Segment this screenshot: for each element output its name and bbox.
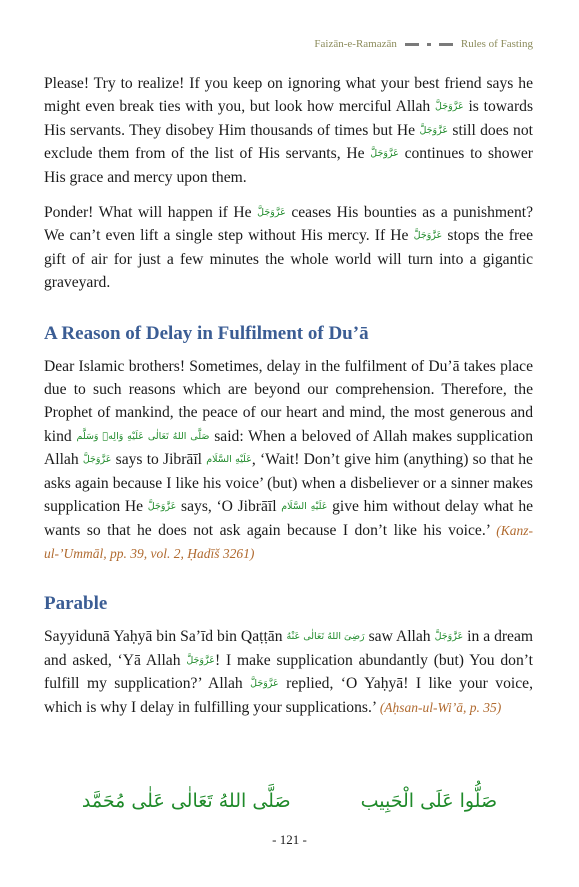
paragraph: Please! Try to realize! If you keep on ignoring what your best friend says he might even break ties with you, but look how merciful Allah عَزَّوَجَلَّ is towards His servants. They disobey Him thousands of times but He عَزَّوَجَلَّ still does not exclude them from of the list of His servants, He عَزَّوَجَلَّ continues to shower His grace and mercy upon them. <box>44 75 534 186</box>
paragraph: Sayyidunā Yaḥyā bin Sa’īd bin Qaṭṭān رَضِىَ اللهُ تَعَالٰى عَنْهُ saw Allah عَزَّوَجَلَّ in a dream and asked, ‘Yā Allah عَزَّوَجَلَّ! I make supplication abundantly (but) You don’t fulfill my supplication?’ Allah عَزَّوَجَلَّ replied, ‘O Yaḥyā! I like your voice, which is why I delay in fulfilling your supplications.’ (Aḥsan-ul-Wi’ā, p. 35) <box>44 628 534 716</box>
section-heading: Parable <box>44 593 108 615</box>
honorific-alayhis-salam: عَلَيْهِ السَّلَام <box>281 501 328 513</box>
honorific-azza-wa-jal: عَزَّوَجَلَّ <box>186 654 215 666</box>
chapter-title: Rules of Fasting <box>460 38 533 50</box>
honorific-azza-wa-jal: عَزَّوَجَلَّ <box>434 631 464 643</box>
honorific-azza-wa-jal: عَزَّوَجَلَّ <box>413 230 443 242</box>
salawat-response: صَلَّى اللهُ تَعَالٰى عَلٰى مُحَمَّد <box>81 790 291 812</box>
running-header <box>314 38 533 50</box>
page-content <box>44 72 533 731</box>
section-heading: A Reason of Delay in Fulfilment of Du’ā <box>44 322 369 344</box>
reference-citation: (Kanz-ul-’Ummāl, pp. 39, vol. 2, Ḥadīš 3261) <box>44 522 533 561</box>
paragraph: Dear Islamic brothers! Sometimes, delay in the fulfilment of Du’ā takes place due to such reasons which are beyond our comprehension. Therefore, the Prophet of mankind, the peace of our heart and mind, the most generous and kind صَلَّى اللهُ تَعَالٰى عَلَيْهِ وَالِهٖ وَسَلَّم said: When a beloved of Allah makes supplication Allah عَزَّوَجَلَّ says to Jibrāīl عَلَيْهِ السَّلَام, ‘Wait! Don’t give him (anything) so that he asks again because I like his voice’ (but) when a disbeliever or a sinner makes supplication He عَزَّوَجَلَّ says, ‘O Jibrāīl عَلَيْهِ السَّلَام give him without delay what he wants so that he does not ask again because I don’t like his voice.’ (Kanz-ul-’Ummāl, pp. 39, vol. 2, Ḥadīš 3261) <box>44 357 534 561</box>
honorific-azza-wa-jal: عَزَّوَجَلَّ <box>370 148 399 160</box>
honorific-radiyallahu: رَضِىَ اللهُ تَعَالٰى عَنْهُ <box>286 631 365 643</box>
book-title: Faizān-e-Ramazān <box>314 38 397 50</box>
honorific-azza-wa-jal: عَزَّوَجَلَّ <box>82 454 112 466</box>
honorific-azza-wa-jal: عَزَّوَجَلَّ <box>147 501 177 513</box>
honorific-azza-wa-jal: عَزَّوَجَلَّ <box>257 207 286 219</box>
honorific-prophet: صَلَّى اللهُ تَعَالٰى عَلَيْهِ وَالِهٖ وَسَلَّم <box>76 430 210 442</box>
reference-citation: (Aḥsan-ul-Wi’ā, p. 35) <box>379 699 502 715</box>
salawat-footer <box>0 790 579 812</box>
paragraph: Ponder! What will happen if He عَزَّوَجَلَّ ceases His bounties as a punishment? We can’t even lift a single step without His mercy. If He عَزَّوَجَلَّ stops the free gift of air for just a few minutes the whole world will turn into a gigantic graveyard. <box>44 204 534 292</box>
honorific-azza-wa-jal: عَزَّوَجَلَّ <box>435 101 464 113</box>
honorific-alayhis-salam: عَلَيْهِ السَّلَام <box>206 454 252 466</box>
page-number: - 121 - <box>272 832 307 847</box>
honorific-azza-wa-jal: عَزَّوَجَلَّ <box>250 678 279 690</box>
salawat-call: صَلُّوا عَلَى الْحَبِيب <box>360 790 498 812</box>
header-divider <box>439 43 453 46</box>
header-divider <box>405 43 419 46</box>
header-divider-dot <box>427 43 431 46</box>
honorific-azza-wa-jal: عَزَّوَجَلَّ <box>419 124 449 136</box>
